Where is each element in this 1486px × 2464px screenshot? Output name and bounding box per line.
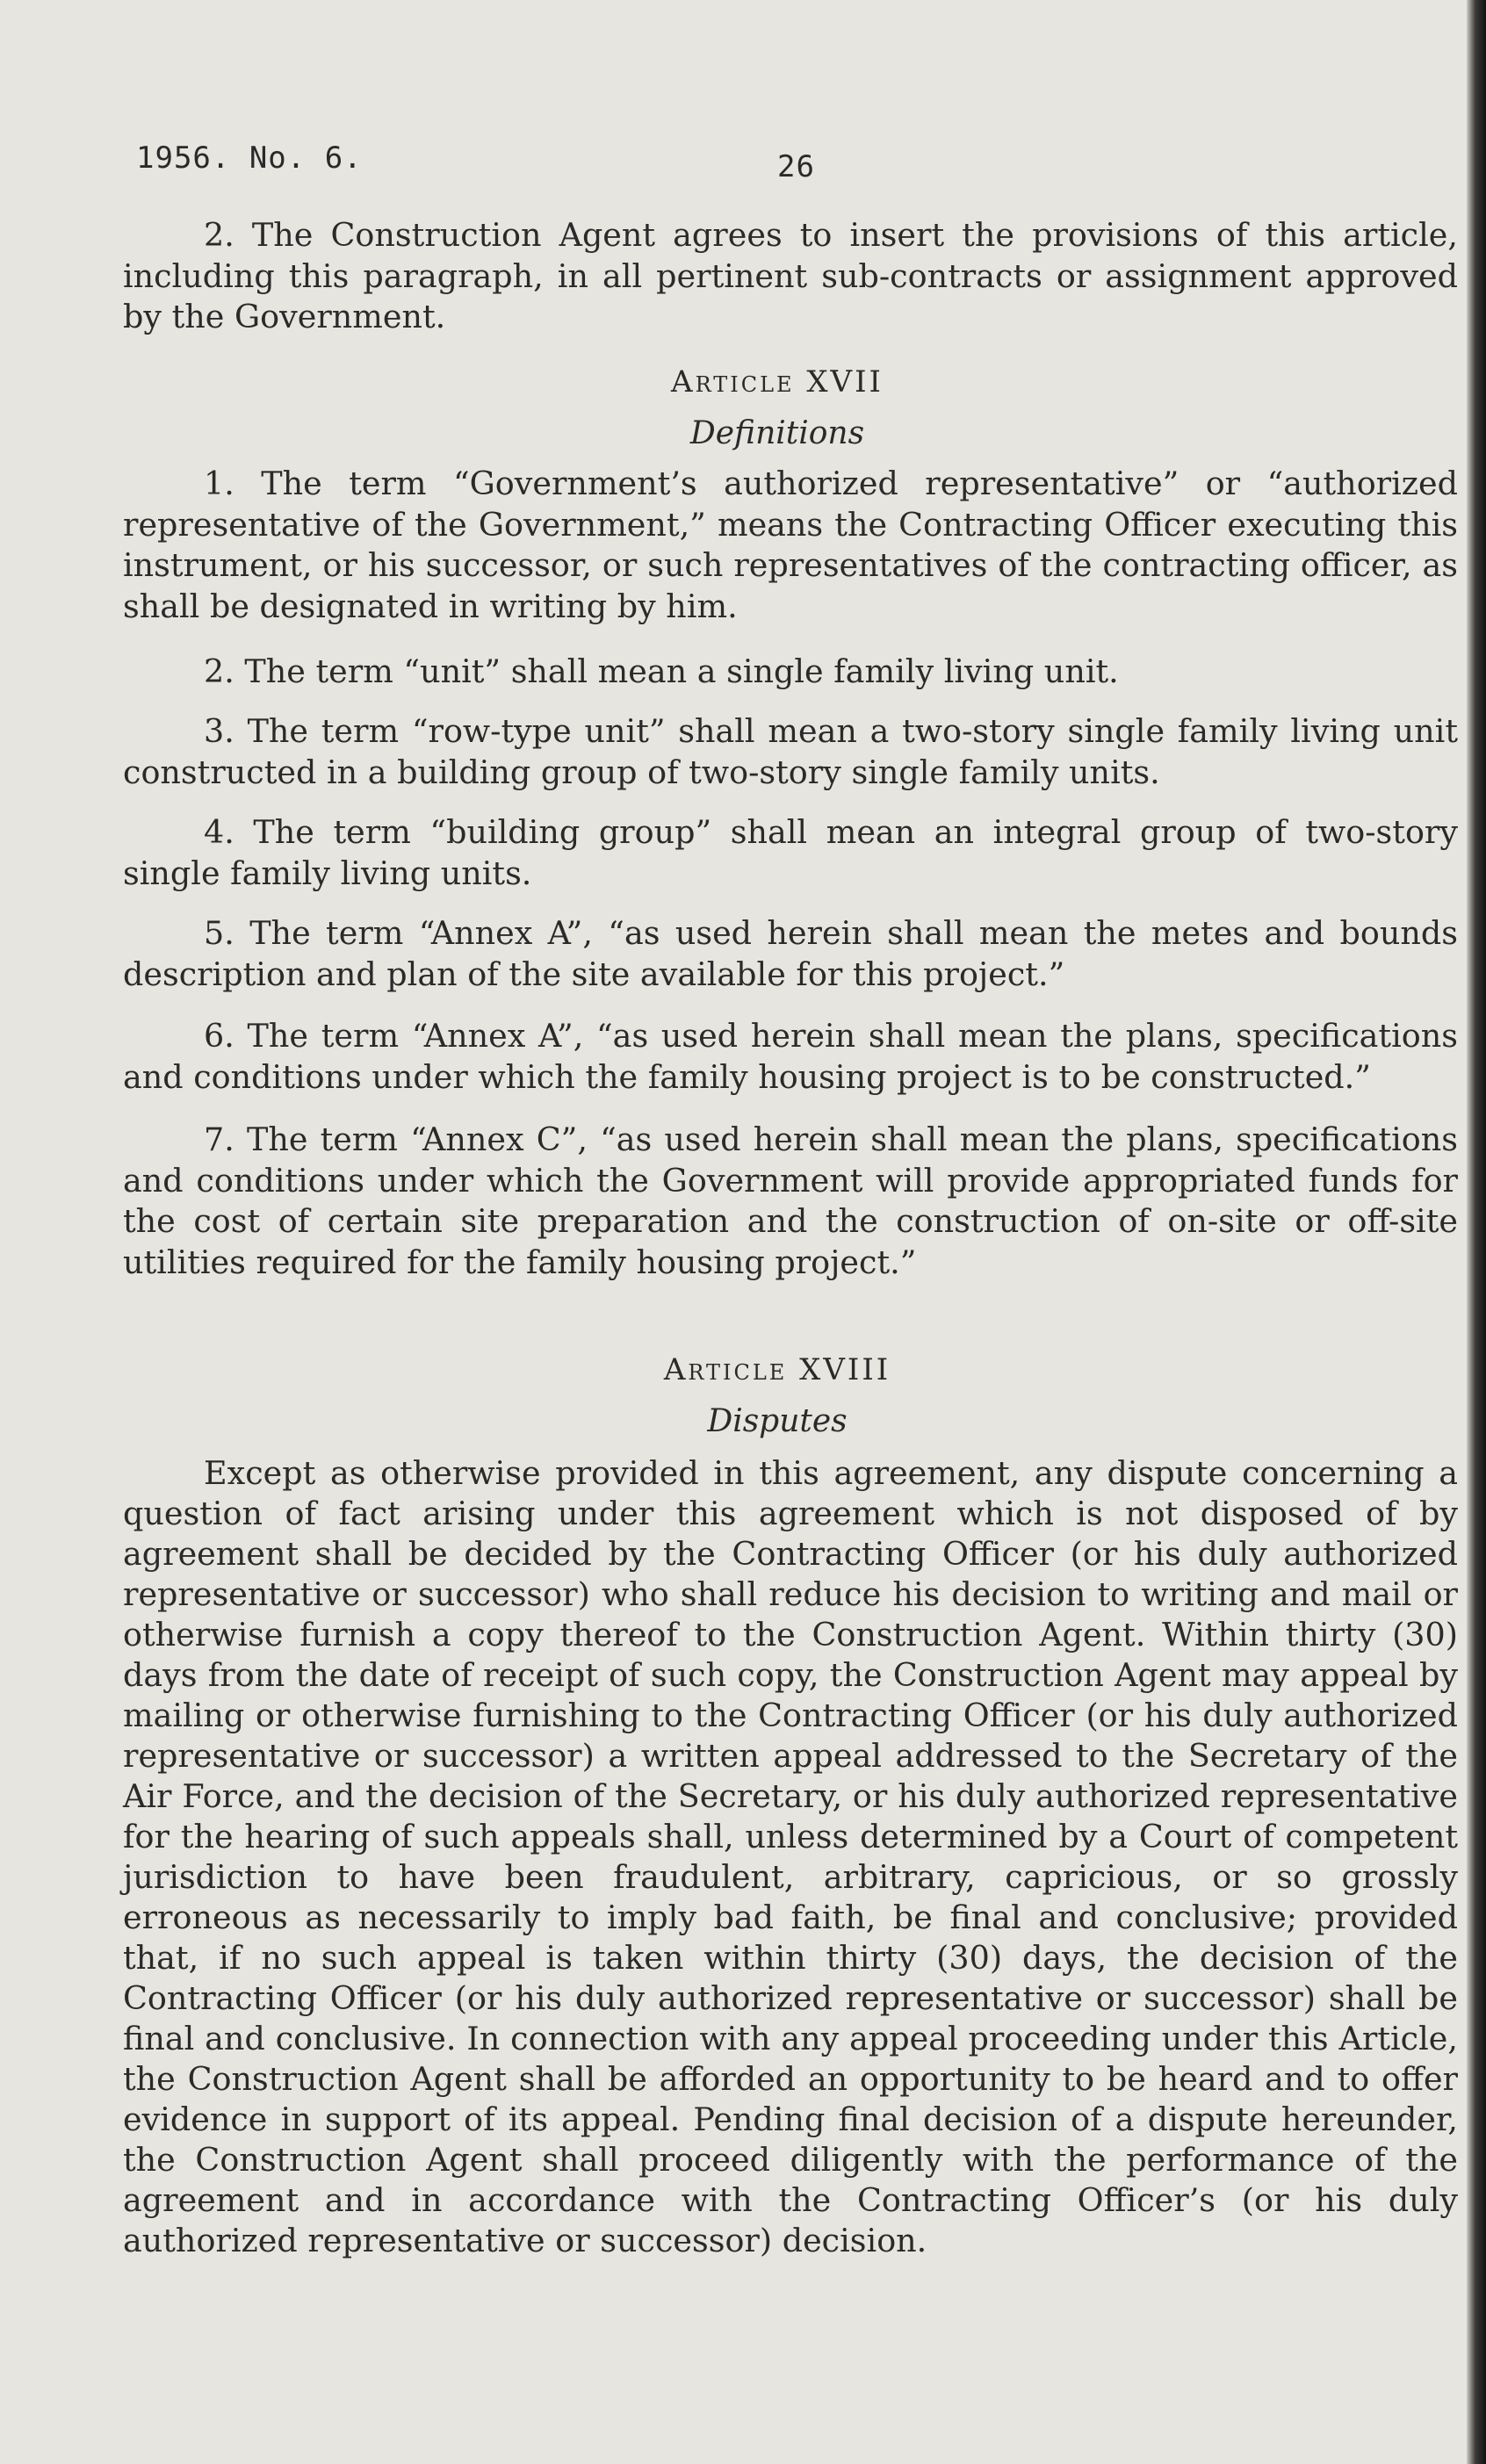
intro-paragraph-block bbox=[123, 215, 1458, 338]
article-17-body-5 bbox=[123, 913, 1458, 995]
disputes-paragraph: Except as otherwise provided in this agreement, any dispute concerning a question of fact arising under this agreement which is not disposed of by agreement shall be decided by the Contracting Officer (or his duly authorized representative or successor) who shall reduce his decision to writing and mail or otherwise furnish a copy thereof to the Construction Agent. Within thirty (30) days from the date of receipt of such copy, the Construction Agent may appeal by mailing or otherwise furnishing to the Contracting Officer (or his duly authorized representative or successor) a written appeal addressed to the Secretary of the Air Force, and the decision of the Secretary, or his duly authorized representative for the hearing of such appeals shall, unless determined by a Court of competent jurisdiction to have been fraudulent, arbitrary, capricious, or so grossly erroneous as necessarily to imply bad faith, be final and conclusive; provided that, if no such appeal is taken within thirty (30) days, the decision of the Contracting Officer (or his duly authorized representative or successor) shall be final and conclusive. In connection with any appeal proceeding under this Article, the Construction Agent shall be afforded an opportunity to be heard and to offer evidence in support of its appeal. Pending final decision of a dispute hereunder, the Construction Agent shall proceed diligently with the performance of the agreement and in accordance with the Contracting Officer’s (or his duly authorized representative or successor) decision. bbox=[123, 1454, 1458, 2259]
article-17-heading: Article XVII bbox=[671, 364, 884, 400]
article-18-subheading: Disputes bbox=[707, 1403, 848, 1439]
page-header bbox=[136, 140, 1366, 193]
definition-2: 2. The term “unit” shall mean a single family living unit. bbox=[204, 652, 1119, 690]
definition-6: 6. The term “Annex A”, “as used herein shall mean the plans, specifications and conditions under which the family housing project is to be constructed.” bbox=[123, 1017, 1458, 1096]
article-17-body-2 bbox=[123, 652, 1458, 693]
definition-5: 5. The term “Annex A”, “as used herein shall mean the metes and bounds description and plan of the site available for this project.” bbox=[123, 914, 1458, 993]
article-17-body-7 bbox=[123, 1120, 1458, 1283]
definition-4: 4. The term “building group” shall mean an integral group of two-story single family living units. bbox=[123, 813, 1458, 892]
article-18-heading: Article XVIII bbox=[663, 1352, 891, 1387]
definition-7: 7. The term “Annex C”, “as used herein shall mean the plans, specifications and conditions under which the Government will provide appropriated funds for the cost of certain site preparation and the construction of on-site or off-site utilities required for the family housing project.” bbox=[123, 1120, 1458, 1281]
intro-paragraph: 2. The Construction Agent agrees to insert the provisions of this article, including this paragraph, in all pertinent sub-contracts or assignment approved by the Government. bbox=[123, 216, 1458, 335]
page-binding-edge bbox=[1467, 0, 1486, 2464]
article-17-body-3 bbox=[123, 711, 1458, 793]
article-17-body-4 bbox=[123, 812, 1458, 894]
article-17-subheading: Definitions bbox=[689, 415, 865, 451]
year-and-number: 1956. No. 6. bbox=[136, 140, 363, 176]
article-17-body-6 bbox=[123, 1016, 1458, 1098]
page-number: 26 bbox=[777, 149, 815, 184]
article-18-body bbox=[123, 1453, 1458, 2261]
definition-3: 3. The term “row-type unit” shall mean a two-story single family living unit constructed in a building group of two-story single family units. bbox=[123, 712, 1458, 791]
article-17-body bbox=[123, 464, 1458, 627]
definition-1: 1. The term “Government’s authorized representative” or “authorized representative of the Government,” means the Contracting Officer executing this instrument, or his successor, or such representatives of the contracting officer, as shall be designated in writing by him. bbox=[123, 465, 1458, 625]
